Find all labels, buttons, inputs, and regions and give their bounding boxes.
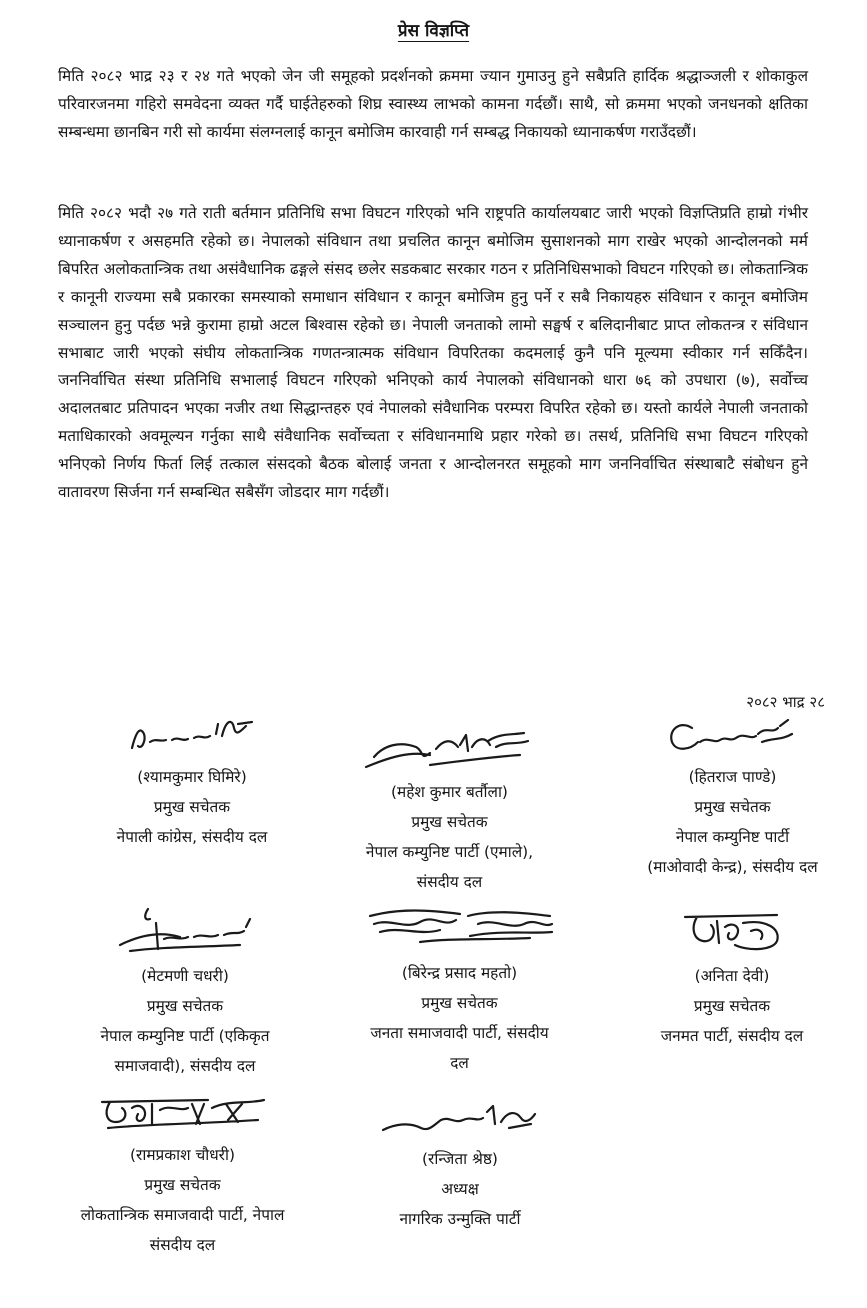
- paragraph-dissolution-statement: मिति २०८२ भदौ २७ गते राती बर्तमान प्रतिनिधि सभा विघटन गरिएको भनि राष्ट्रपति कार्यालयबाट जारी भएको विज्ञप्तिप्रति हाम्रो गंभीर ध्यानाकर्षण र असहमति रहेको छ। नेपालको संविधान तथा प्रचलित कानून बमोजिम सुसाशनको माग राखेर भएको आन्दोलनको मर्म बिपरित अलोकतान्त्रिक तथा असंवैधानिक ढङ्गले संसद छलेर सडकबाट सरकार गठन र प्रतिनिधिसभाको विघटन गरिएको छ। लोकतान्त्रिक र कानूनी राज्यमा सबै प्रकारका समस्याको समाधान संविधान र कानून बमोजिम हुनु पर्ने र सबै निकायहरु संविधान र कानून बमोजिम सञ्चालन हुनु पर्दछ भन्ने कुरामा हाम्रो अटल बिश्वास रहेको छ। नेपाली जनताको लामो सङ्घर्ष र बलिदानीबाट प्राप्त लोकतन्त्र र संविधान सभाबाट जारी भएको संघीय लोकतान्त्रिक गणतन्त्रात्मक संविधान विपरितका कदमलाई कुनै पनि मूल्यमा स्वीकार गर्न सकिँदैन। जननिर्वाचित संस्था प्रतिनिधि सभालाई विघटन गरिएको भनिएको कार्य नेपालको संविधानको धारा ७६ को उपधारा (७), सर्वोच्च अदालतबाट प्रतिपादन भएका नजीर तथा सिद्धान्तहरु एवं नेपालको संवैधानिक परम्परा विपरित रहेको छ। यस्तो कार्यले नेपाली जनताको मताधिकारको अवमूल्यन गर्नुका साथै संवैधानिक सर्वोच्चता र संविधानमाथि प्रहार गरेको छ। तसर्थ, प्रतिनिधि सभा विघटन गरिएको भनिएको निर्णय फिर्ता लिई तत्काल संसदको बैठक बोलाई जनता र आन्दोलनरत समूहको माग जननिर्वाचित संस्थाबाटै संबोधन हुने वातावरण सिर्जना गर्न सम्बन्धित सबैसँग जोडदार माग गर्दछौं।: [58, 204, 808, 502]
- signatory-organization: नेपाल कम्युनिष्ट पार्टी (एमाले),: [365, 843, 534, 861]
- handwritten-signature-icon: [658, 712, 808, 758]
- handwritten-signature-icon: [360, 727, 540, 773]
- handwritten-signature-icon: [88, 1090, 278, 1136]
- signatory-organization: जनमत पार्टी, संसदीय दल: [660, 1027, 804, 1045]
- signatory-block-2: [322, 727, 577, 897]
- handwritten-signature-icon: [677, 905, 787, 957]
- signatory-block-8: [345, 1100, 575, 1234]
- signatory-name: (महेश कुमार बर्तौला): [391, 783, 508, 801]
- signatory-block-3: [605, 712, 860, 882]
- signatory-name: (हितराज पाण्डे): [688, 768, 777, 786]
- signatory-name: (रन्जिता श्रेष्ठ): [422, 1150, 498, 1168]
- signatory-name: (अनिता देवी): [694, 967, 770, 985]
- signatory-block-1: [62, 712, 322, 852]
- handwritten-signature-icon: [360, 902, 560, 954]
- signatory-block-4: [40, 905, 330, 1081]
- signatory-name: (रामप्रकाश चौधरी): [130, 1146, 235, 1164]
- document-date: २०८२ भाद्र २८: [746, 693, 825, 711]
- signatory-role: प्रमुख सचेतक: [694, 798, 771, 816]
- document-title: प्रेस विज्ञप्ति: [397, 21, 470, 41]
- signatory-organization: लोकतान्त्रिक समाजवादी पार्टी, नेपाल: [80, 1206, 285, 1224]
- signatory-organization: समाजवादी), संसदीय दल: [114, 1057, 256, 1075]
- signatory-organization: दल: [450, 1054, 469, 1072]
- signatory-name: (श्यामकुमार घिमिरे): [137, 768, 247, 786]
- signatory-role: प्रमुख सचेतक: [421, 994, 498, 1012]
- signatory-organization: नागरिक उन्मुक्ति पार्टी: [399, 1210, 521, 1228]
- signatory-role: प्रमुख सचेतक: [411, 813, 488, 831]
- signatory-block-6: [617, 905, 847, 1051]
- signatory-block-5: [327, 902, 592, 1078]
- signatory-organization: जनता समाजवादी पार्टी, संसदीय: [370, 1024, 549, 1042]
- signatory-organization: नेपाली कांग्रेस, संसदीय दल: [116, 828, 268, 846]
- signatory-block-7: [30, 1090, 335, 1260]
- signatory-organization: (माओवादी केन्द्र), संसदीय दल: [647, 858, 818, 876]
- handwritten-signature-icon: [100, 905, 270, 957]
- signatory-name: (बिरेन्द्र प्रसाद महतो): [401, 964, 518, 982]
- signatory-name: (मेटमणी चधरी): [141, 967, 229, 985]
- signatory-role: प्रमुख सचेतक: [144, 1176, 221, 1194]
- signatory-organization: नेपाल कम्युनिष्ट पार्टी: [675, 828, 790, 846]
- signatory-organization: संसदीय दल: [149, 1236, 216, 1254]
- signatory-role: प्रमुख सचेतक: [153, 798, 231, 816]
- signatory-role: अध्यक्ष: [441, 1180, 479, 1198]
- signatory-role: प्रमुख सचेतक: [693, 997, 771, 1015]
- paragraph-condolence: मिति २०८२ भाद्र २३ र २४ गते भएको जेन जी समूहको प्रदर्शनको क्रममा ज्यान गुमाउनु हुने सबैप्रति हार्दिक श्रद्धाञ्जली र शोकाकुल परिवारजनमा गहिरो समवेदना व्यक्त गर्दै घाईतेहरुको शिघ्र स्वास्थ्य लाभको कामना गर्दछौं। साथै, सो क्रममा भएको जनधनको क्षतिका सम्बन्धमा छानबिन गरी सो कार्यमा संलग्नलाई कानून बमोजिम कारवाही गर्न सम्बद्ध निकायको ध्यानाकर्षण गराउँदछौं।: [58, 67, 808, 141]
- handwritten-signature-icon: [122, 712, 262, 758]
- handwritten-signature-icon: [375, 1100, 545, 1140]
- signatory-role: प्रमुख सचेतक: [146, 997, 224, 1015]
- signatory-organization: संसदीय दल: [416, 873, 483, 891]
- signatory-organization: नेपाल कम्युनिष्ट पार्टी (एकिकृत: [100, 1027, 270, 1045]
